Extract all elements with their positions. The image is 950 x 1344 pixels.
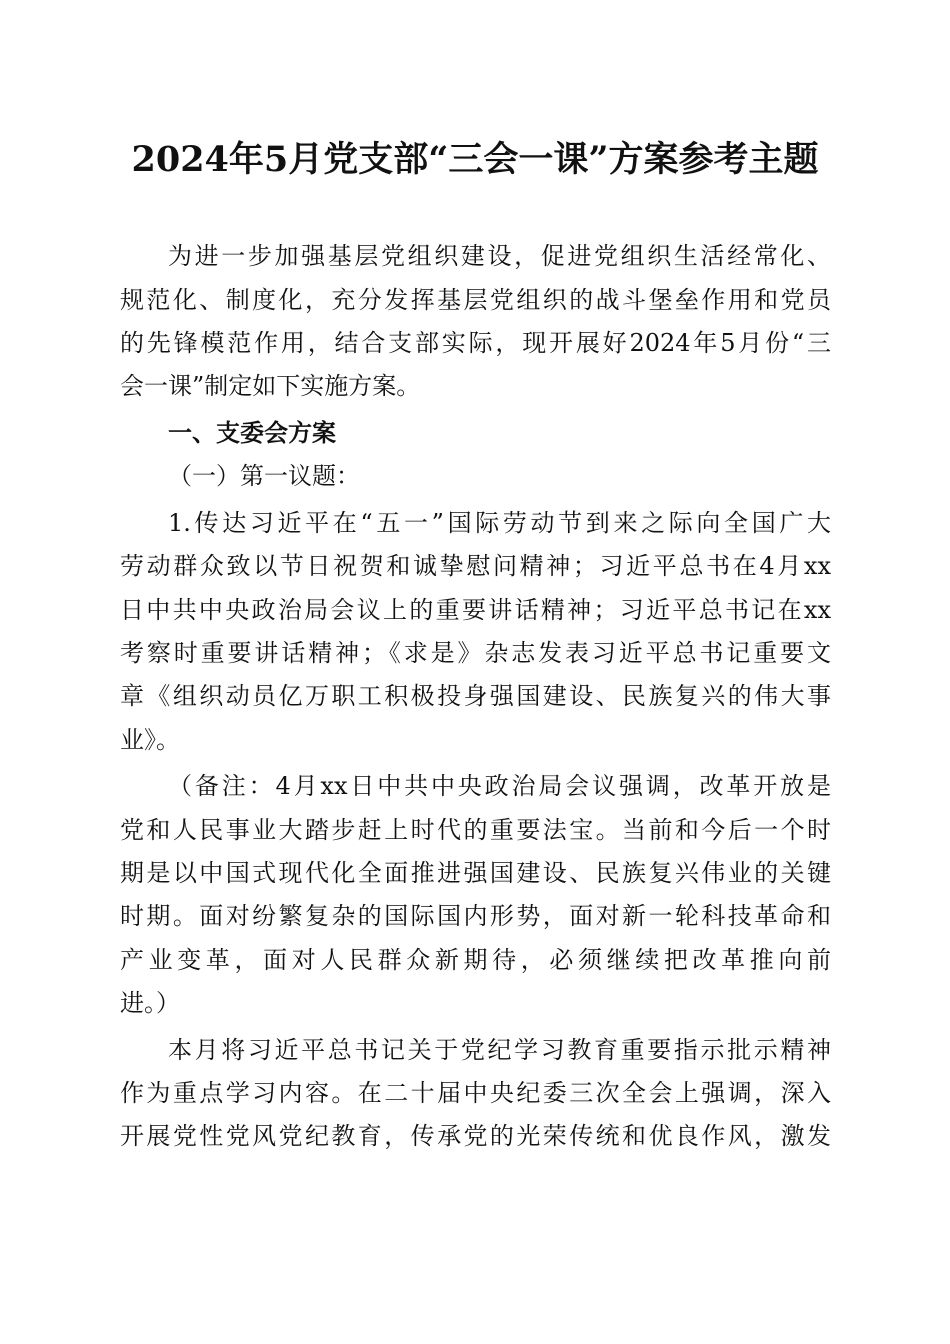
item1-line-1: 1.传达习近平在“五一”国际劳动节到来之际向全国广大 [168, 509, 831, 537]
intro-line-3: 的先锋模范作用，结合支部实际，现开展好2024年5月份“三 [120, 329, 831, 357]
item1-line-3: 日中共中央政治局会议上的重要讲话精神；习近平总书记在xx [120, 596, 831, 624]
item1-line-4: 考察时重要讲话精神；《求是》杂志发表习近平总书记重要文 [120, 639, 831, 667]
subsection-heading: （一）第一议题： [168, 462, 360, 490]
study-line-3: 开展党性党风党纪教育，传承党的光荣传统和优良作风，激发 [120, 1122, 831, 1150]
intro-line-4: 会一课”制定如下实施方案。 [120, 372, 421, 400]
item1-line-5: 章《组织动员亿万职工积极投身强国建设、民族复兴的伟大事 [120, 682, 831, 710]
item1-line-6: 业》。 [120, 726, 180, 754]
intro-line-2: 规范化、制度化，充分发挥基层党组织的战斗堡垒作用和党员 [120, 286, 831, 314]
note-line-3: 期是以中国式现代化全面推进强国建设、民族复兴伟业的关键 [120, 859, 831, 887]
study-line-1: 本月将习近平总书记关于党纪学习教育重要指示批示精神 [168, 1036, 831, 1064]
study-line-2: 作为重点学习内容。在二十届中央纪委三次全会上强调，深入 [120, 1079, 831, 1107]
intro-line-1: 为进一步加强基层党组织建设，促进党组织生活经常化、 [168, 242, 831, 270]
note-line-6: 进。） [120, 989, 180, 1017]
note-line-5: 产业变革，面对人民群众新期待，必须继续把改革推向前 [120, 946, 831, 974]
note-line-1: （备注：4月xx日中共中央政治局会议强调，改革开放是 [168, 772, 831, 800]
section-heading: 一、支委会方案 [168, 418, 336, 447]
note-line-2: 党和人民事业大踏步赶上时代的重要法宝。当前和今后一个时 [120, 816, 831, 844]
document-title: 2024年5月党支部“三会一课”方案参考主题 [131, 139, 819, 180]
item1-line-2: 劳动群众致以节日祝贺和诚挚慰问精神；习近平总书在4月xx [120, 552, 831, 580]
note-line-4: 时期。面对纷繁复杂的国际国内形势，面对新一轮科技革命和 [120, 902, 831, 930]
